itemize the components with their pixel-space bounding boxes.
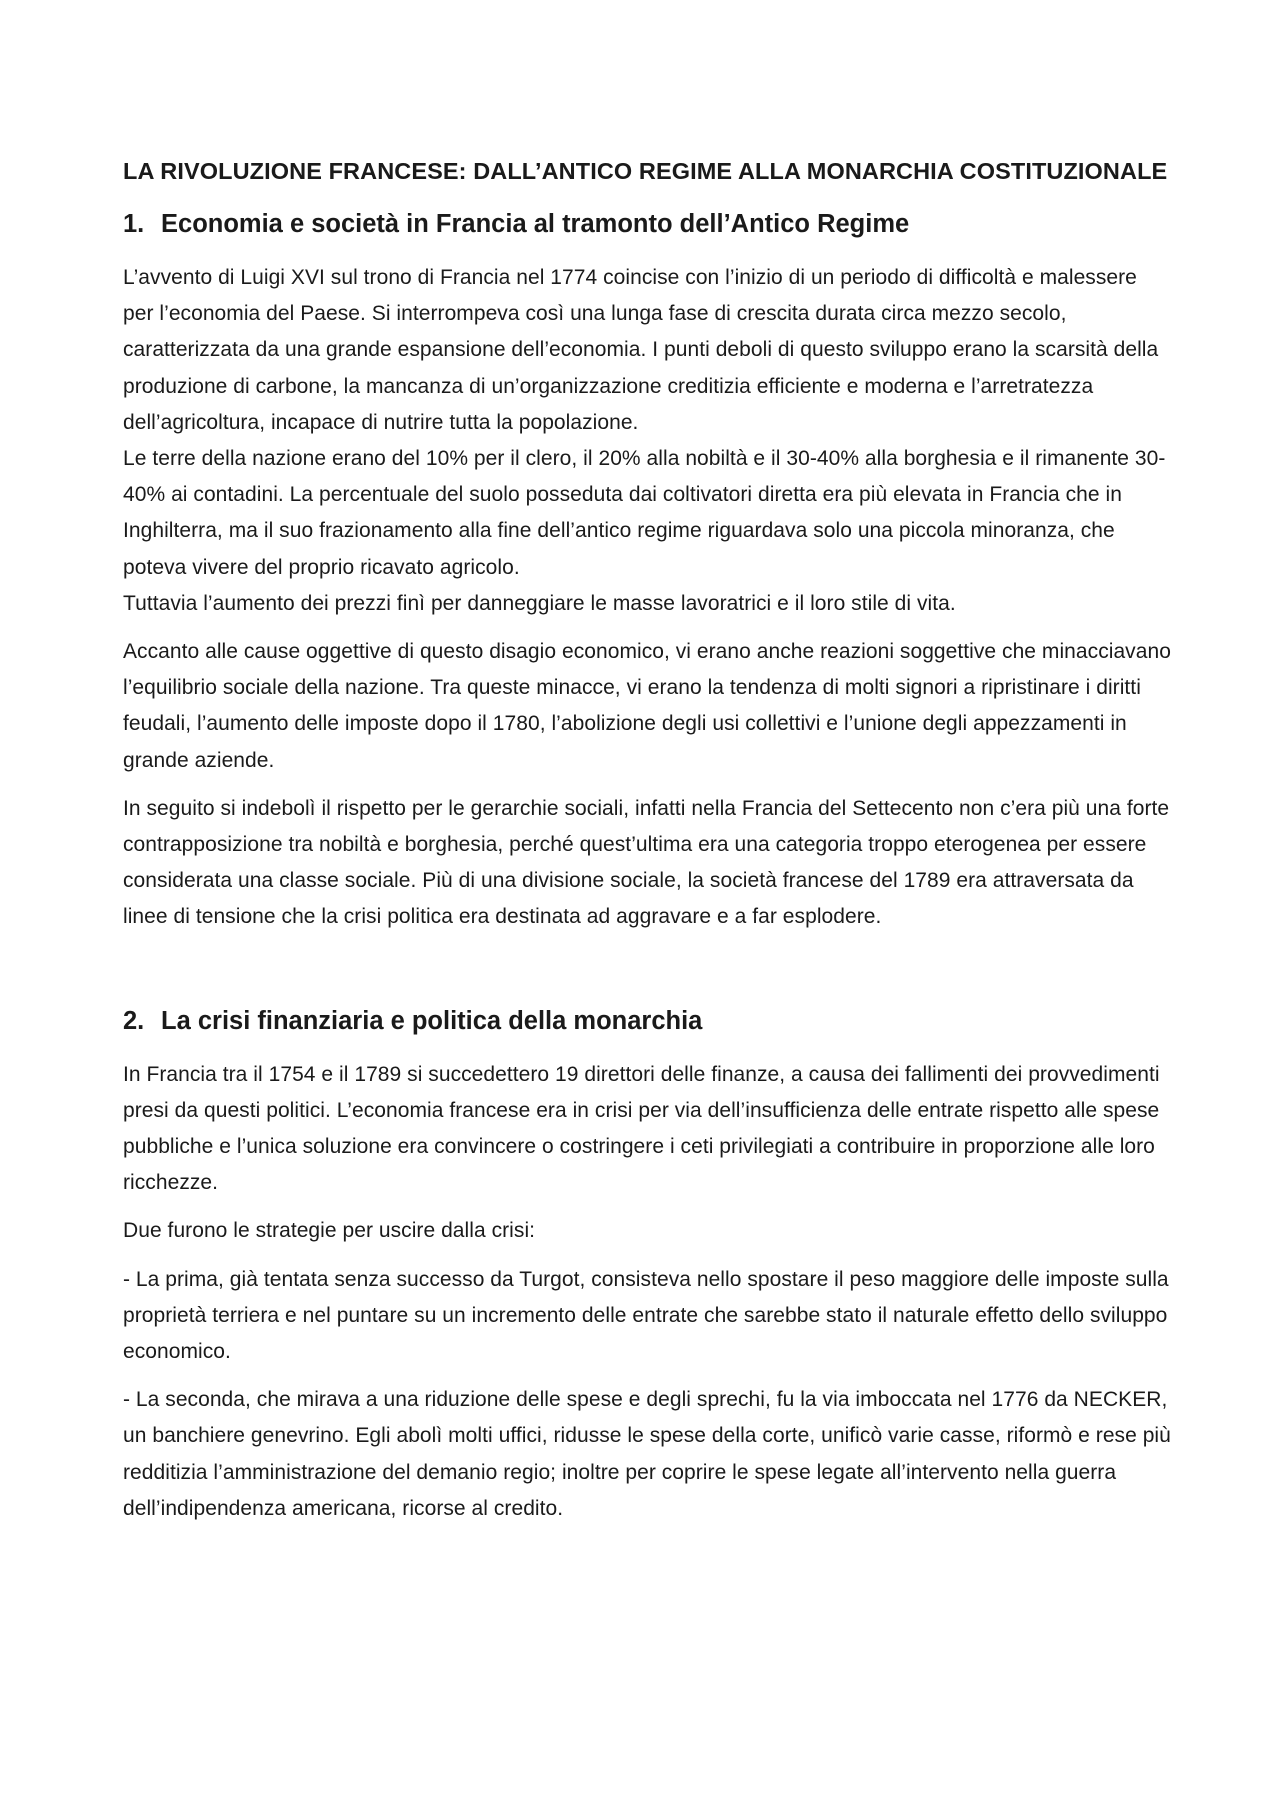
section-1-body xyxy=(123,260,1173,936)
paragraph: - La prima, già tentata senza successo da Turgot, consisteva nello spostare il peso maggiore delle imposte sulla proprietà terriera e nel puntare su un incremento delle entrate che sarebbe stato il naturale effetto dello sviluppo economico. xyxy=(123,1267,1169,1364)
document-title: LA RIVOLUZIONE FRANCESE: DALL’ANTICO REGIME ALLA MONARCHIA COSTITUZIONALE xyxy=(123,158,1168,184)
section-2-heading xyxy=(123,1004,1173,1038)
paragraph: L’avvento di Luigi XVI sul trono di Francia nel 1774 coincise con l’inizio di un periodo di difficoltà e malessere per l’economia del Paese. Si interrompeva così una lunga fase di crescita durata circa mezzo secolo, caratterizzata da una grande espansione dell’economia. I punti deboli di questo sviluppo erano la scarsità della produzione di carbone, la mancanza di un’organizzazione creditizia efficiente e moderna e l’arretratezza dell’agricoltura, incapace di nutrire tutta la popolazione. Le terre della nazione erano del 10% per il clero, il 20% alla nobiltà e il 30-40% alla borghesia e il rimanente 30-40% ai contadini. La percentuale del suolo posseduta dai coltivatori diretta era più elevata in Francia che in Inghilterra, ma il suo frazionamento alla fine dell’antico regime riguardava solo una piccola minoranza, che poteva vivere del proprio ricavato agricolo. Tuttavia l’aumento dei prezzi finì per danneggiare le masse lavoratrici e il loro stile di vita. xyxy=(123,266,1166,615)
paragraph: In seguito si indebolì il rispetto per le gerarchie sociali, infatti nella Francia del Settecento non c’era più una forte contrapposizione tra nobiltà e borghesia, perché quest’ultima era una categoria troppo eterogenea per essere considerata una classe sociale. Più di una divisione sociale, la società francese del 1789 era attraversata da linee di tensione che la crisi politica era destinata ad aggravare e a far esplodere. xyxy=(123,796,1170,929)
section-2-body xyxy=(123,1057,1173,1527)
section-spacer xyxy=(123,948,1173,1004)
section-1-heading xyxy=(123,207,1173,241)
paragraph: Due furono le strategie per uscire dalla crisi: xyxy=(123,1219,536,1243)
paragraph: In Francia tra il 1754 e il 1789 si succedettero 19 direttori delle finanze, a causa dei fallimenti dei provvedimenti presi da questi politici. L’economia francese era in crisi per via dell’insufficienza delle entrate rispetto alle spese pubbliche e l’unica soluzione era convincere o costringere i ceti privilegiati a contribuire in proporzione alle loro ricchezze. xyxy=(123,1062,1160,1195)
section-1-title: Economia e società in Francia al tramonto dell’Antico Regime xyxy=(161,210,910,238)
paragraph: Accanto alle cause oggettive di questo disagio economico, vi erano anche reazioni soggettive che minacciavano l’equilibrio sociale della nazione. Tra queste minacce, vi erano la tendenza di molti signori a ripristinare i diritti feudali, l’aumento delle imposte dopo il 1780, l’abolizione degli usi collettivi e l’unione degli appezzamenti in grande aziende. xyxy=(123,640,1171,772)
section-2-number: 2. xyxy=(123,1006,145,1035)
document-page xyxy=(123,150,1173,1539)
paragraph: - La seconda, che mirava a una riduzione delle spese e degli sprechi, fu la via imboccata nel 1776 da NECKER, un banchiere genevrino. Egli abolì molti uffici, ridusse le spese della corte, unificò varie casse, riformò e rese più redditizia l’amministrazione del demanio regio; inoltre per coprire le spese legate all’intervento nella guerra dell’indipendenza americana, ricorse al credito. xyxy=(123,1388,1171,1520)
section-1-number: 1. xyxy=(123,210,145,238)
section-2-title: La crisi finanziaria e politica della monarchia xyxy=(161,1006,703,1035)
